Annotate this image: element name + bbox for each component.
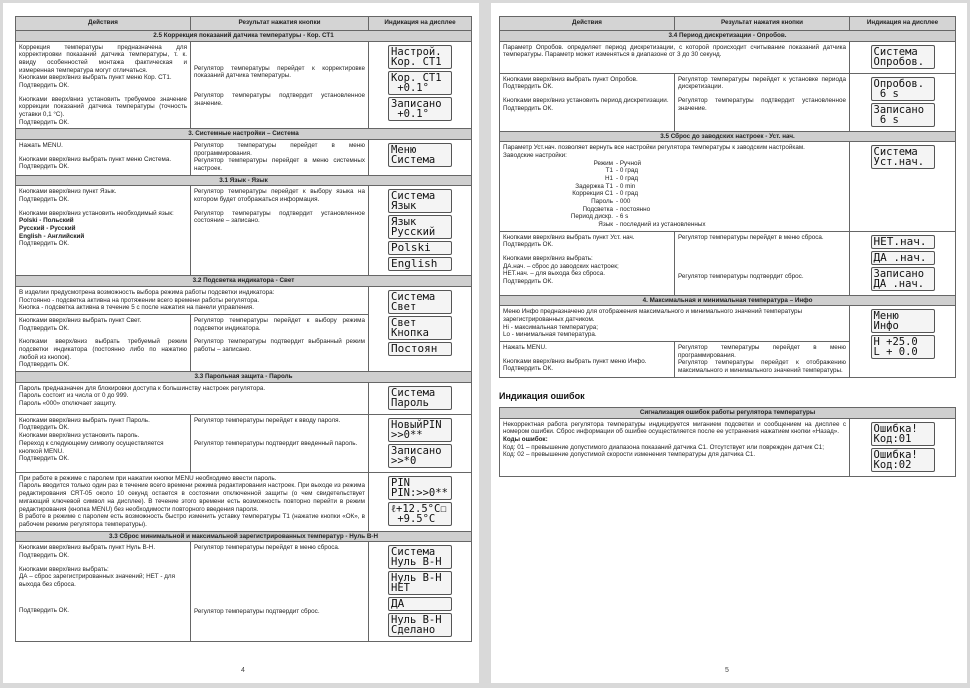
- action-text: Кнопками вверх/вниз выбрать требуемый режим подсветки индикатора (постоянно либо по нажатию любой из кнопок).: [19, 338, 187, 361]
- lcd-display: Постоян: [388, 342, 452, 356]
- lcd-display: Система Уст.нач.: [871, 145, 935, 169]
- setting-name: Пароль: [591, 198, 613, 206]
- action-text: Кнопками вверх/вниз выбрать пункт Пароль.: [19, 416, 150, 424]
- col-header-actions: Действия: [16, 17, 191, 31]
- lcd-display: PIN PIN:>>0**: [388, 476, 452, 500]
- col-header-result: Результат нажатия кнопки: [191, 17, 369, 31]
- action-text: Кнопками вверх/вниз выбрать пункт меню Кор. СТ1.: [19, 74, 172, 82]
- setting-name: Коррекция С1: [572, 190, 613, 198]
- result-text: Регулятор температуры перейдет к выбору языка на котором будет отображаться информация.: [194, 188, 365, 204]
- section-title: 3. Системные настройки – Система: [16, 129, 472, 140]
- language-option: Polski - Польский: [19, 217, 74, 225]
- intro-text: Некорректная работа регулятора температуры индицируется миганием подсветки и сообщением на дисплее с номером ошибки. Сброс информации об ошибке осуществляется после ее устранения нажатием кнопки «Назад».: [503, 420, 846, 436]
- codes-label: Коды ошибок:: [503, 436, 548, 444]
- confirm-text: Подтвердить ОК.: [19, 118, 70, 126]
- intro-text: В изделии предусмотрена возможность выбора режима работы подсветки индикатора:: [19, 289, 275, 297]
- action-text: ДА – сброс зарегистрированных значений; НЕТ - для выхода без сброса.: [19, 573, 176, 588]
- confirm-text: Подтвердить ОК.: [19, 240, 70, 248]
- result-text: Регулятор температуры перейдет к вводу пароля.: [194, 416, 341, 424]
- setting-name: Режим: [593, 159, 613, 167]
- page-number: 5: [725, 667, 729, 674]
- setting-value: - 000: [616, 198, 631, 206]
- section-title: 3.4 Период дискретизации - Опробов.: [500, 31, 956, 42]
- note-text: В работе в режиме с паролем есть возможность быстро изменить уставку температуры Т1 (нажатие кнопки «ОК», в рабочем режиме регулятора температуры).: [19, 513, 365, 528]
- language-option: English - Английский: [19, 232, 85, 240]
- action-text: Нажать MENU.: [19, 142, 63, 150]
- lcd-display: Ошибка! Код:02: [871, 448, 935, 472]
- lcd-display: Нуль В-Н НЕТ: [388, 571, 452, 595]
- section-title: 2.5 Коррекция показаний датчика температуры - Кор. СТ1: [16, 31, 472, 42]
- errors-table: [499, 407, 956, 477]
- col-header-result: Результат нажатия кнопки: [675, 17, 850, 31]
- action-text: Кнопками вверх/вниз установить пароль.: [19, 432, 140, 440]
- lcd-display: Система Свет: [388, 290, 452, 314]
- section-title: 3.2 Подсветка индикатора - Свет: [16, 276, 472, 287]
- action-text: Кнопками вверх/вниз выбрать пункт меню Система.: [19, 155, 172, 163]
- setting-value: - последний из установленных: [616, 221, 706, 229]
- col-header-display: Индикация на дисплее: [369, 17, 472, 31]
- result-text: Регулятор температуры подтвердит выбранный режим работы – записано.: [194, 338, 365, 354]
- result-text: Регулятор температуры перейдет к корректировке показаний датчика температуры.: [194, 64, 365, 80]
- intro-text: Lo - минимальная температура.: [503, 331, 597, 339]
- section-title: 3.1 Язык - Язык: [16, 175, 472, 186]
- confirm-text: Подтвердить ОК.: [503, 365, 554, 373]
- factory-settings-list: [523, 160, 846, 229]
- note-text: Пароль вводится только один раз в течение всего времени режима редактирования настроек. При выходе из режима редактирования СRT-05 около 10 секунд остается в состоянии отключенной защиты (о чем свидетельствует мигающий ключевой символ на дисплее). В течение этого времени есть возможность повторно перейти в режим редактирования (кнопка MENU) без необходимости повторного введения пароля.: [19, 482, 365, 513]
- section-title: 3.3 Парольная защита - Пароль: [16, 372, 472, 383]
- intro-text: Hi - максимальная температура;: [503, 323, 598, 331]
- page-right: [491, 3, 967, 683]
- instruction-table-right: [499, 16, 956, 378]
- note-text: При работе в режиме с паролем при нажатии кнопки MENU необходимо ввести пароль.: [19, 474, 277, 482]
- result-text: Регулятор температуры подтвердит введенный пароль.: [194, 440, 358, 448]
- lcd-display: Записано >>*0: [388, 444, 452, 468]
- confirm-text: Подтвердить ОК.: [19, 324, 70, 332]
- result-text: Регулятор температуры подтвердит установленное значение.: [194, 92, 365, 107]
- setting-name: Подсветка: [582, 205, 613, 213]
- action-text: Кнопками вверх/вниз выбрать:: [19, 565, 109, 573]
- confirm-text: Подтвердить ОК.: [19, 196, 70, 204]
- action-text: Кнопками вверх/вниз установить требуемое значение коррекции показаний датчика температуры (точность уставки 0,1 °С).: [19, 95, 187, 119]
- instruction-table-left: [15, 16, 472, 642]
- result-text: Регулятор температуры подтвердит сброс.: [678, 273, 804, 281]
- confirm-text: Подтвердить ОК.: [19, 361, 70, 369]
- lcd-display: ДА: [388, 597, 452, 611]
- lcd-display: Система Пароль: [388, 386, 452, 410]
- confirm-text: Подтвердить ОК.: [503, 104, 554, 112]
- confirm-text: Подтвердить ОК.: [503, 241, 554, 249]
- lcd-display: H +25.0 L + 0.0: [871, 335, 935, 359]
- intro-text: Коррекция температуры предназначена для корректировки показаний датчика температуры, т. к. ввиду особенностей монтажа фактическая и измеренная температура могут отличаться.: [19, 43, 187, 74]
- action-text: Кнопками вверх/вниз выбрать пункт Опробов.: [503, 75, 638, 83]
- lcd-display: Нуль В-Н Сделано: [388, 613, 452, 637]
- setting-value: - Ручной: [616, 159, 641, 167]
- action-text: Кнопками вверх/вниз установить период дискретизации.: [503, 97, 669, 105]
- setting-name: Т1: [605, 167, 613, 175]
- result-text: Регулятор температуры перейдет к установке периода дискретизации.: [678, 75, 846, 91]
- intro-text: Пароль «000» отключает защиту.: [19, 400, 117, 408]
- action-text: Кнопками вверх/вниз пункт Язык.: [19, 188, 117, 196]
- lcd-display: Система Язык: [388, 189, 452, 213]
- confirm-text: Подтвердить ОК.: [503, 278, 554, 286]
- result-text: Регулятор температуры перейдет в меню сброса.: [194, 544, 340, 552]
- setting-name: Период дискр.: [570, 213, 613, 221]
- lcd-display: ДА .нач.: [871, 251, 935, 265]
- intro-text: Кнопка - подсветка активна в течение 5 с после нажатия на панели управления.: [19, 304, 254, 312]
- confirm-text: Подтвердить ОК.: [19, 551, 70, 559]
- intro-text: Пароль состоит из числа от 0 до 999.: [19, 392, 129, 400]
- intro-text: Пароль предназначен для блокировки доступа к большинству настроек регулятора.: [19, 384, 266, 392]
- lcd-display: Меню Система: [388, 143, 452, 167]
- action-text: Кнопками вверх/вниз выбрать пункт меню Инфо.: [503, 357, 647, 365]
- col-header-display: Индикация на дисплее: [850, 17, 956, 31]
- lcd-display: Настрой. Кор. СТ1: [388, 45, 452, 69]
- lcd-display: Свет Кнопка: [388, 316, 452, 340]
- result-text: Регулятор температуры подтвердит сброс.: [194, 607, 320, 615]
- result-text: Регулятор температуры перейдет к отображению максимального и минимального значений температуры.: [678, 359, 846, 375]
- action-text: Кнопками вверх/вниз выбрать:: [503, 255, 593, 263]
- setting-value: - 0 град: [616, 175, 639, 183]
- lcd-display: Записано 6 s: [871, 103, 935, 127]
- intro-text: Заводские настройки:: [503, 152, 567, 160]
- lcd-display: English: [388, 257, 452, 271]
- section-title: 3.5 Сброс до заводских настроек - Уст. нач.: [500, 131, 956, 142]
- lcd-display: Меню Инфо: [871, 309, 935, 333]
- setting-value: - постоянно: [616, 205, 651, 213]
- action-text: Кнопками вверх/вниз установить необходимый язык:: [19, 209, 174, 217]
- action-text: ДА.нач. – сброс до заводских настроек;: [503, 262, 619, 270]
- intro-text: Меню Инфо предназначено для отображения максимального и минимального значений температуры зарегистрированных датчиком.: [503, 308, 803, 324]
- action-text: Переход к следующему символу осуществляется кнопкой MENU.: [19, 439, 164, 455]
- result-text: Регулятор температуры перейдет в меню системных настроек.: [194, 157, 365, 173]
- action-text: Кнопками вверх/вниз выбрать пункт Нуль В-Н.: [19, 544, 156, 552]
- result-text: Регулятор температуры перейдет в меню программирования.: [678, 344, 846, 359]
- action-text: Нажать MENU.: [503, 344, 547, 352]
- lcd-display: Система Нуль В-Н: [388, 545, 452, 569]
- lcd-display: НовыйPIN >>0**: [388, 418, 452, 442]
- section-title: Сигнализация ошибок работы регулятора температуры: [500, 408, 956, 419]
- section-title: 4. Максимальная и минимальная температура – Инфо: [500, 295, 956, 306]
- lcd-display: Кор. СТ1 +0.1°: [388, 71, 452, 95]
- intro-text: Параметр Опробов. определяет период дискретизации, с которой происходит считывание показаний датчика температуры. Параметр может изменяться в диапазоне от 3 до 30 секунд.: [503, 43, 846, 59]
- col-header-actions: Действия: [500, 17, 675, 31]
- confirm-text: Подтвердить ОК.: [19, 455, 70, 463]
- errors-heading: Индикация ошибок: [499, 391, 585, 401]
- confirm-text: Подтвердить ОК.: [19, 606, 70, 614]
- setting-name: Задержка Т1: [575, 182, 613, 190]
- result-text: Регулятор температуры подтвердит установленное значение.: [678, 97, 846, 112]
- lcd-display: Ошибка! Код:01: [871, 422, 935, 446]
- confirm-text: Подтвердить ОК.: [19, 82, 70, 90]
- confirm-text: Подтвердить ОК.: [19, 163, 70, 171]
- section-title: 3.3 Сброс минимальной и максимальной зарегистрированных температур - Нуль В-Н: [16, 531, 472, 542]
- result-text: Регулятор температуры перейдет в меню сброса.: [678, 233, 824, 241]
- setting-value: - 0 min: [616, 182, 636, 190]
- confirm-text: Подтвердить ОК.: [19, 424, 70, 432]
- lcd-display: Записано ДА .нач.: [871, 267, 935, 291]
- lcd-display: ℓ+12.5°C☐ +9.5°C: [388, 502, 452, 526]
- setting-value: - 0 град: [616, 167, 639, 175]
- intro-text: Постоянно - подсветка активна на протяжении всего времени работы регулятора.: [19, 296, 260, 304]
- confirm-text: Подтвердить ОК.: [503, 83, 554, 91]
- setting-name: Язык: [598, 221, 613, 229]
- intro-text: Параметр Уст.нач. позволяет вернуть все настройки регулятора температуры к заводским настройкам.: [503, 144, 805, 152]
- page-number: 4: [241, 667, 245, 674]
- error-code-text: Код: 01 – превышение допустимого диапазона показаний датчика С1. Отсутствует или поврежден датчик С1;: [503, 443, 824, 451]
- lcd-display: НЕТ.нач.: [871, 235, 935, 249]
- lcd-display: Опробов. 6 s: [871, 77, 935, 101]
- language-option: Русский - Русский: [19, 225, 76, 233]
- action-text: Кнопками вверх/вниз выбрать пункт Свет.: [19, 317, 142, 325]
- lcd-display: Система Опробов.: [871, 45, 935, 69]
- action-text: Кнопками вверх/вниз выбрать пункт Уст. нач.: [503, 233, 635, 241]
- setting-value: - 6 s: [616, 213, 629, 221]
- result-text: Регулятор температуры перейдет к выбору режима подсветки индикатора.: [194, 317, 365, 332]
- setting-name: Н1: [604, 175, 613, 183]
- setting-value: - 0 град: [616, 190, 639, 198]
- page-left: [3, 3, 479, 683]
- result-text: Регулятор температуры перейдет в меню программирования.: [194, 142, 365, 157]
- lcd-display: Записано +0.1°: [388, 97, 452, 121]
- lcd-display: Polski: [388, 241, 452, 255]
- result-text: Регулятор температуры подтвердит установленное состояние – записано.: [194, 209, 365, 225]
- lcd-display: Язык Русский: [388, 215, 452, 239]
- error-code-text: Код: 02 – превышение допустимой скорости изменения температуры для датчика С1.: [503, 451, 756, 459]
- action-text: НЕТ.нач. – для выхода без сброса.: [503, 270, 605, 278]
